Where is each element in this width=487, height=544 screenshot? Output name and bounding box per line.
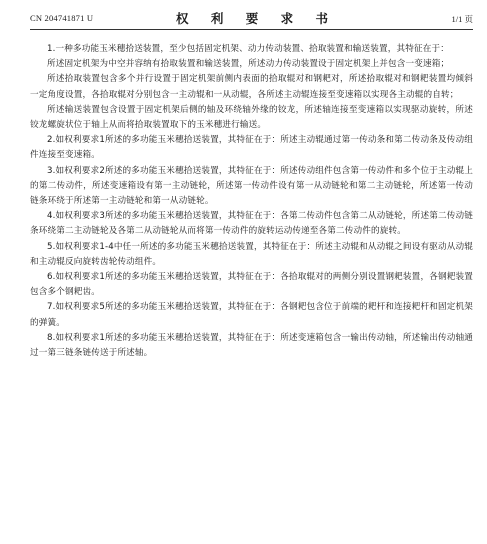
page-number: 1/1 页 xyxy=(451,14,473,24)
claim-1-frame-paragraph: 所述固定机架为中空并容纳有拾取装置和输送装置，所述动力传动装置设于固定机架上并包含一变速箱； xyxy=(47,59,450,70)
claim-1-conveyor-paragraph: 所述输送装置包含设置于固定机架后侧的轴及环绕轴外缘的铰龙，所述轴连接至变速箱以实现驱动旋转，所述铰龙螺旋状位于轴上从而将拾取装置取下的玉米穗进行输送。 xyxy=(30,104,473,131)
claim-3: 3.如权利要求2所述的多功能玉米穗拾送装置，其特征在于：所述传动组件包含第一传动件和多个位于主动辊上的第二传动件，所述变速箱设有第一主动链轮，所述第一传动件设有第一从动链轮和第二主动链轮，所述第一传动链条环绕于所述第一主动链轮和第一从动链轮。 xyxy=(30,165,473,207)
document-title: 权 利 要 求 书 xyxy=(176,11,337,26)
claim-7: 7.如权利要求5所述的多功能玉米穗拾送装置，其特征在于：各钢耙包含位于前端的耙杆和连接耙杆和固定机架的弹簧。 xyxy=(30,302,473,328)
claim-1-pickup-paragraph: 所述拾取装置包含多个并行设置于固定机架前侧内表面的拾取辊对和钢耙对，所述拾取辊对和钢耙装置均倾斜一定角度设置，各拾取辊对分别包含一主动辊和一从动辊，各所述主动辊连接至变速箱以实现各主动辊的自转； xyxy=(30,74,473,100)
claims-body xyxy=(30,30,473,361)
page-header xyxy=(30,0,473,30)
claim-2: 2.如权利要求1所述的多功能玉米穗拾送装置，其特征在于：所述主动辊通过第一传动条和第二传动条及传动组件连接至变速箱。 xyxy=(30,135,473,161)
claim-4: 4.如权利要求3所述的多功能玉米穗拾送装置，其特征在于：各第二传动件包含第二从动链轮，所述第二传动链条环绕第二主动链轮及各第二从动链轮从而将第一传动件的旋转运动传递至各第二传动件的旋转。 xyxy=(30,211,473,237)
publication-number: CN 204741871 U xyxy=(30,13,94,23)
claim-5: 5.如权利要求1-4中任一所述的多功能玉米穗拾送装置，其特征在于：所述主动辊和从动辊之间设有驱动从动辊和主动辊反向旋转齿轮传动组件。 xyxy=(30,241,473,267)
claim-6: 6.如权利要求1所述的多功能玉米穗拾送装置，其特征在于：各拾取辊对的两侧分别设置钢耙装置，各钢耙装置包含多个钢耙齿。 xyxy=(30,272,473,298)
claim-1-preamble: 1.一种多功能玉米穗拾送装置，至少包括固定机架、动力传动装置、拾取装置和输送装置，其特征在于： xyxy=(47,44,449,54)
claim-8: 8.如权利要求1所述的多功能玉米穗拾送装置，其特征在于：所述变速箱包含一输出传动轴，所述输出传动轴通过一第三链条链传送于所述轴。 xyxy=(30,332,473,359)
